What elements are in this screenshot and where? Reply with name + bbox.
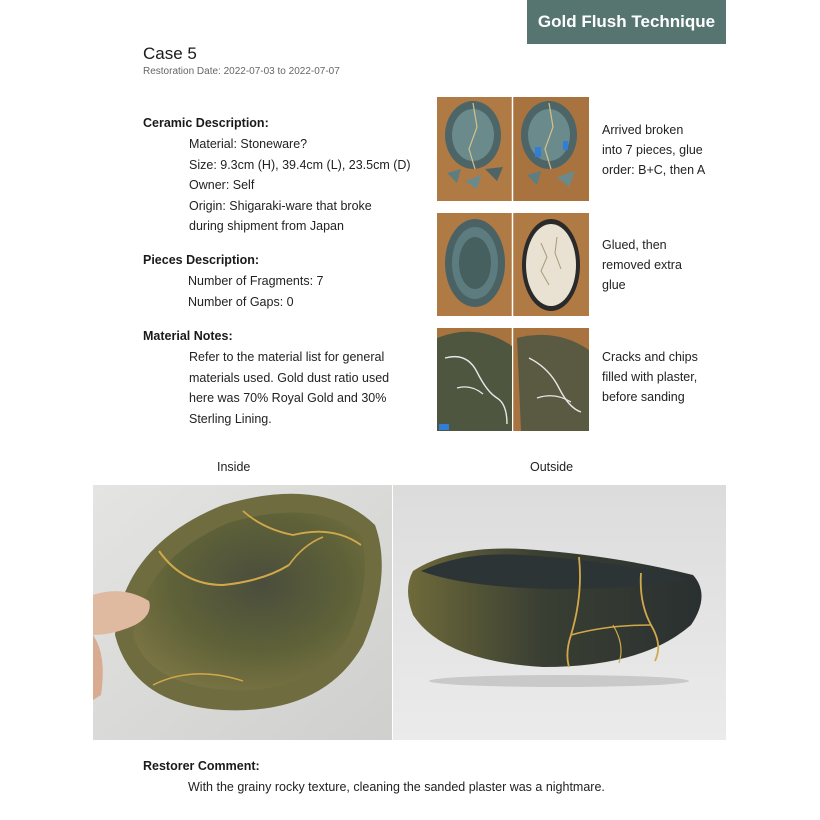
- restoration-date: Restoration Date: 2022-07-03 to 2022-07-07: [143, 66, 340, 77]
- caption-line: Glued, then: [602, 238, 667, 252]
- step1-caption: [602, 120, 705, 180]
- fragment-count: Number of Fragments: 7: [188, 274, 324, 288]
- gap-count: Number of Gaps: 0: [188, 294, 294, 309]
- ceramic-owner: Owner: Self: [189, 178, 255, 192]
- case-title: Case 5: [143, 44, 197, 63]
- photo-inside-final: [93, 485, 392, 740]
- material-note-line: Sterling Lining.: [189, 411, 272, 426]
- photo-outside-final: [393, 485, 726, 740]
- ceramic-origin-cont: during shipment from Japan: [189, 219, 344, 233]
- technique-banner: Gold Flush Technique: [527, 0, 726, 44]
- photo-plaster-filled: [437, 328, 589, 431]
- pieces-description-body: [188, 271, 323, 312]
- material-note-line: materials used. Gold dust ratio used: [189, 370, 390, 385]
- ceramic-description-body: [189, 134, 411, 237]
- ceramic-material: Material: Stoneware?: [189, 137, 308, 151]
- caption-line: order: B+C, then A: [602, 163, 706, 177]
- caption-line: Arrived broken: [602, 123, 684, 137]
- caption-line: filled with plaster,: [602, 370, 698, 384]
- material-notes-body: [189, 347, 389, 429]
- caption-line: before sanding: [602, 390, 685, 404]
- restorer-comment-heading: Restorer Comment:: [143, 759, 260, 773]
- caption-line: into 7 pieces, glue: [602, 143, 703, 157]
- caption-line: glue: [602, 278, 626, 292]
- caption-line: removed extra: [602, 258, 682, 272]
- outside-label: Outside: [530, 460, 574, 474]
- photo-broken-pieces: [437, 97, 589, 201]
- caption-line: Cracks and chips: [602, 350, 698, 364]
- ceramic-description-heading: Ceramic Description:: [143, 116, 269, 130]
- material-notes-heading: Material Notes:: [143, 329, 233, 343]
- material-note-line: here was 70% Royal Gold and 30%: [189, 391, 387, 405]
- photo-glued: [437, 213, 589, 316]
- material-note-line: Refer to the material list for general: [189, 350, 385, 364]
- ceramic-origin: Origin: Shigaraki-ware that broke: [189, 198, 372, 213]
- inside-label: Inside: [217, 460, 251, 474]
- step2-caption: [602, 235, 682, 295]
- ceramic-size: Size: 9.3cm (H), 39.4cm (L), 23.5cm (D): [189, 157, 411, 172]
- step3-caption: [602, 347, 698, 407]
- pieces-description-heading: Pieces Description:: [143, 253, 260, 267]
- restorer-comment-text: With the grainy rocky texture, cleaning the sanded plaster was a nightmare.: [188, 780, 605, 794]
